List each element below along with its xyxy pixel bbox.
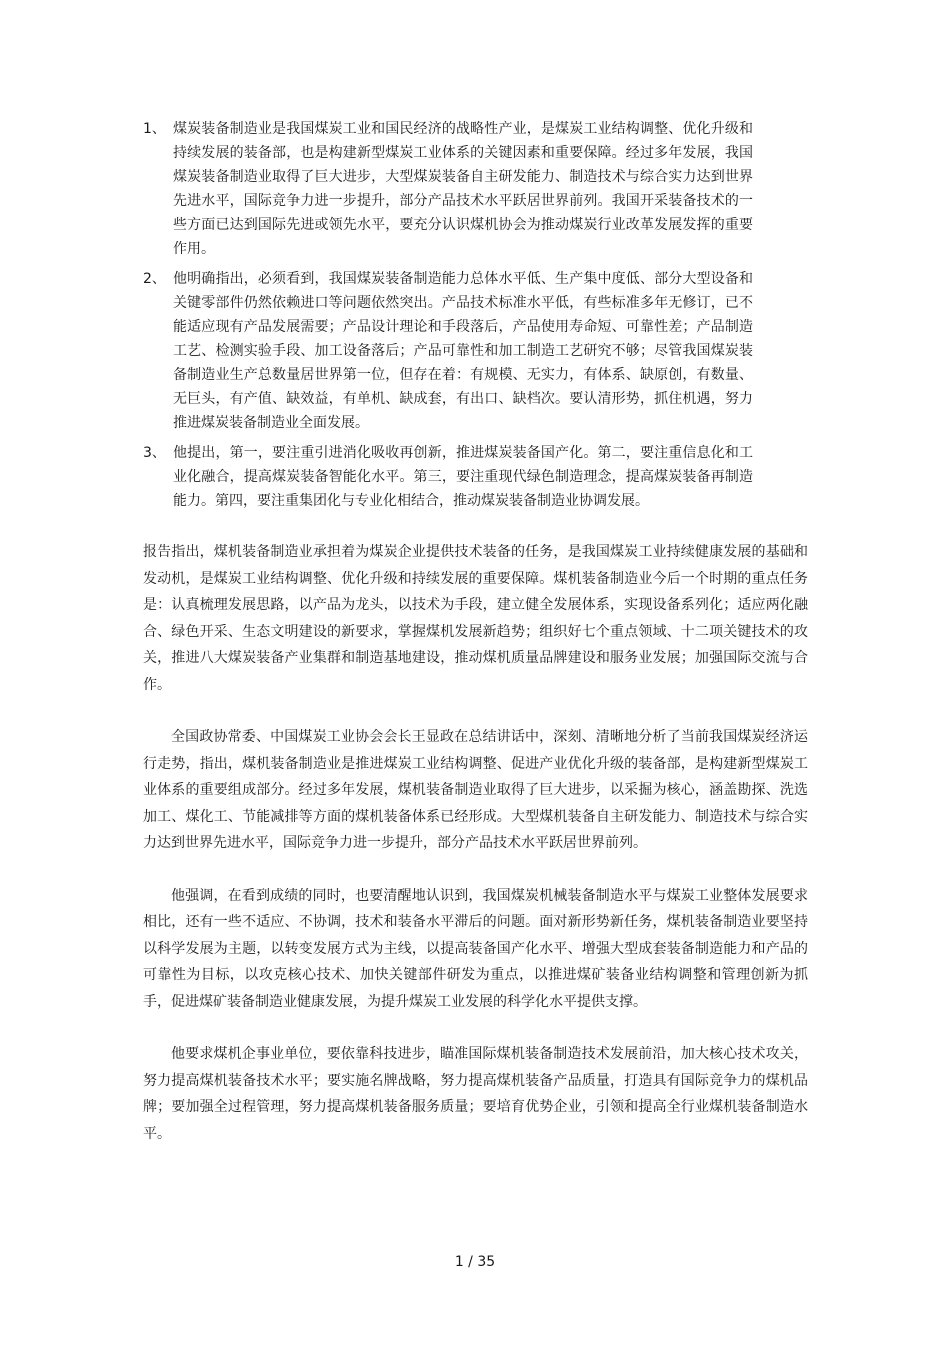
list-text: 煤炭装备制造业是我国煤炭工业和国民经济的战略性产业，是煤炭工业结构调整、优化升级和持续发展的装备部，也是构建新型煤炭工业体系的关键因素和重要保障。经过多年发展，我国煤炭装备制造业取得了巨大进步，大型煤炭装备自主研发能力、制造技术与综合实力达到世界先进水平，国际竞争力进一步提升，部分产品技术水平跃居世界前列。我国开采装备技术的一些方面已达到国际先进或领先水平，要充分认识煤机协会为推动煤炭行业改革发展发挥的重要作用。: [173, 121, 753, 257]
paragraph-report: 报告指出，煤机装备制造业承担着为煤炭企业提供技术装备的任务，是我国煤炭工业持续健康发展的基础和发动机，是煤炭工业结构调整、优化升级和持续发展的重要保障。煤机装备制造业今后一个时期的重点任务是：认真梳理发展思路，以产品为龙头，以技术为手段，建立健全发展体系，实现设备系列化；适应两化融合、绿色开采、生态文明建设的新要求，掌握煤机发展新趋势；组织好七个重点领域、十二项关键技术的攻关，推进八大煤炭装备产业集群和制造基地建设，推动煤机质量品牌建设和服务业发展；加强国际交流与合作。: [143, 544, 808, 693]
list-item: [143, 117, 808, 261]
list-text: 他提出，第一，要注重引进消化吸收再创新，推进煤炭装备国产化。第二，要注重信息化和工业化融合，提高煤炭装备智能化水平。第三，要注重现代绿色制造理念，提高煤炭装备再制造能力。第四，要注重集团化与专业化相结合，推动煤炭装备制造业协调发展。: [173, 445, 753, 509]
list-number: 2、: [143, 271, 166, 287]
paragraph-emphasis: 他强调，在看到成绩的同时，也要清醒地认识到，我国煤炭机械装备制造水平与煤炭工业整体发展要求相比，还有一些不适应、不协调，技术和装备水平滞后的问题。面对新形势新任务，煤机装备制造业要坚持以科学发展为主题，以转变发展方式为主线，以提高装备国产化水平、增强大型成套装备制造能力和产品的可靠性为目标，以攻克核心技术、加快关键部件研发为重点，以推进煤矿装备业结构调整和管理创新为抓手，促进煤矿装备制造业健康发展，为提升煤炭工业发展的科学化水平提供支撑。: [143, 887, 808, 1010]
list-item: [143, 267, 808, 435]
list-number: 3、: [143, 445, 166, 461]
document-body: [143, 117, 808, 1147]
paragraph-summary-speech: 全国政协常委、中国煤炭工业协会会长王显政在总结讲话中，深刻、清晰地分析了当前我国煤炭经济运行走势，指出，煤机装备制造业是推进煤炭工业结构调整、促进产业优化升级的装备部，是构建新型煤炭工业体系的重要组成部分。经过多年发展，煤机装备制造业取得了巨大进步，以采掘为核心，涵盖勘探、洗选加工、煤化工、节能减排等方面的煤机装备体系已经形成。大型煤机装备自主研发能力、制造技术与综合实力达到世界先进水平，国际竞争力进一步提升，部分产品技术水平跃居世界前列。: [143, 729, 808, 851]
paragraph-requirements: 他要求煤机企事业单位，要依靠科技进步，瞄准国际煤机装备制造技术发展前沿，加大核心技术攻关，努力提高煤机装备技术水平；要实施名牌战略，努力提高煤机装备产品质量，打造具有国际竞争力的煤机品牌；要加强全过程管理，努力提高煤机装备服务质量；要培育优势企业，引领和提高全行业煤机装备制造水平。: [143, 1046, 808, 1142]
list-item: [143, 441, 808, 513]
list-text: 他明确指出，必须看到，我国煤炭装备制造能力总体水平低、生产集中度低、部分大型设备和关键零部件仍然依赖进口等问题依然突出。产品技术标准水平低，有些标准多年无修订，已不能适应现有产品发展需要；产品设计理论和手段落后，产品使用寿命短、可靠性差；产品制造工艺、检测实验手段、加工设备落后；产品可靠性和加工制造工艺研究不够；尽管我国煤炭装备制造业生产总数量居世界第一位，但存在着：有规模、无实力，有体系、缺原创，有数量、无巨头，有产值、缺效益，有单机、缺成套，有出口、缺档次。要认清形势，抓住机遇，努力推进煤炭装备制造业全面发展。: [173, 271, 753, 431]
page-number: 1 / 35: [454, 1254, 496, 1270]
list-number: 1、: [143, 121, 166, 137]
